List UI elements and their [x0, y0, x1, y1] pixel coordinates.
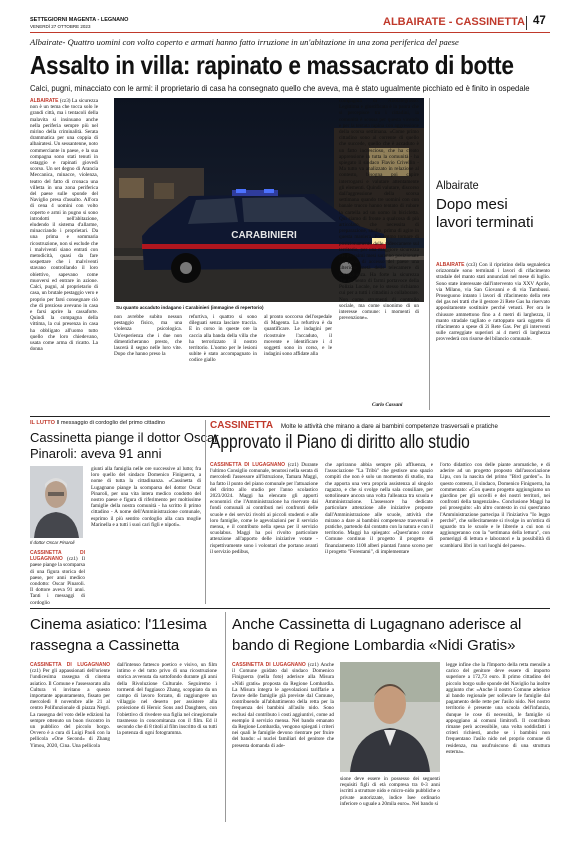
- sidebar-lead: ALBAIRATE: [436, 262, 465, 268]
- nidi-divider: [225, 612, 226, 822]
- cinema-lead: CASSINETTA DI LUGAGNANO: [30, 662, 110, 668]
- section-separator-1: [30, 416, 550, 417]
- sidebar-body: [436, 262, 550, 412]
- photo-caption: Su quanto accaduto indagano i Carabinieri (immagine di repertorio): [116, 305, 264, 310]
- piano-col-2: che apriranno abbia sempre più affluenza, e l'associazione "La Tribù" che gestisce uno spazio compiti che non è solo un momento di studio, ma che apporta una vera propria assistenza al singolo ragazzo, e che si svolge nella sala consiliare, per sottolineare ancora una volta l'alleanza tra scuola e Amministrazione. L'assessore ha dedicato particolare attenzione alle iniziative proposte dall'Amministrazione alle scuole, attività che mirano a dare ai bambini competenze trasversali e pratiche, partendo dal contatto con la natura e con il territorio. Maggi ha spiegato: «Quest'anno come Comune continuo il progetto il progetto di finanziamento 1100 alberi piantati l'anno scorso per il progetto "Forestami", di implementare: [325, 462, 433, 555]
- nidi-col1-text: (cz1) Anche il Comune guidato dal sindaco Domenico Finiguerra (nella foto) aderisce alla Misura «Nidi gratis» proposta da Regione Lombardia. La Misura integra le agevolazioni tariffarie a favore delle famiglie già previste dal Comune, contribuendo all'abbattimento della retta per la frequenza dei bambini all'asilo nido. Sono esclusi dal contributo i costi aggiuntivi, come ad esempio il servizio mensa. Nel bando emanato da Regione Lombardia, vengono spiegati i criteri nei quali le famiglie devono rientrare per fruire del bando: «i nuclei familiari del genitore che presenta domanda di ade-: [232, 662, 334, 749]
- obituary-photo: [30, 466, 83, 538]
- cinema-col-2: dall'intenso fattesco poetico e visivo, un film intimo e del tutto privo di una ricostruzione storica avvenuta da sottofondo durante gli anni della Rivoluzione Culturale. Seguiremo i tormenti del fuggiasco Zhang, scoppiato da un campo di lavoro forzato, di raggiungere un villaggio nel deserto per assistere alla proiezione di Heroic Sons and Daughters, con l'obiettivo di rivedere sua figlia nel cinegiornale trasmesso in concomitanza con il film. Ed il secondo che di 8 titoli al film inscritto di su tutti la potenza di ogni fotogramma.: [117, 662, 217, 737]
- main-byline: Carlo Cassani: [372, 402, 403, 408]
- piano-headline: Approvato il Piano di diritto allo studio: [210, 432, 470, 453]
- mayor-portrait: [340, 662, 440, 772]
- nidi-col-3: legge infine che la l'Importo della retta mensile a carico del genitore deve essere di importo superiore a 172,73 euro. Il primo cittadino del piccolo borgo sulle sponde del Naviglio ha inoltre aggiunto che: «Anche il nostro Comune aderisce al bando regionale per sollevare le famiglie dal pagamento delle rette per l'asilo nido. Nel nostro territorio è presente una scuola dell'infanzia, dunque le cose di necessità, le famiglie si appoggiano ai comuni limitrofi. Il contributo rimane però accessibile, una volta soddisfatti i criteri richiesti, anche se i bambini non frequentano l'asilo nido nel proprio comune di residenza, ma usufruiscono di una struttura esterna».: [446, 662, 550, 755]
- mayor-photo: [340, 662, 440, 772]
- sidebar-text: (cz3) Con il ripristino della segnaletica orizzontale sono terminati i lavori di rifacimento stradale del manto stati annunciati nel mese di luglio. Sono state interessate dall'intervento via XXV Aprile, via Milano, via San Giovanni e di via Tambussi. Proseguono intanto i lavori di rifacimento della rete del gas nei tratti che il gestore 2i Rete Gas ha riservato appositamente sostituire perché vetusti. Per ora le chiusure ammettono fino a 4 metri di larghezza, il manto stradale tagliato e rattoppato sarà oggetto di rifacimento a spese di 2i Rete Gas. Per gli interventi sulle carreggiate superiori ai 4 metri di larghezza provvederà con risorse del bilancio comunale.: [436, 262, 550, 343]
- section-title: ALBAIRATE - CASSINETTA: [383, 16, 525, 28]
- page-number: 47: [533, 15, 546, 27]
- main-col-2: non avrebbe subito nessun pestaggio fisico, ma una violenza psicologica. Un'esperienza che i due non dimenticheranno presto, che lascerà il segno nelle loro vite. Dopo che hanno preso la: [114, 314, 182, 358]
- piano-col-1: [210, 462, 318, 604]
- obituary-lead: CASSINETTA DI LUGAGNANO: [30, 550, 85, 563]
- main-col-4: al pronto soccorso dell'ospedale di Magenta. La refurtiva è da quantificare. Le indagini per ricostruire l'accaduto, il movente e identificare i 4 soggetti sono in corso, e le indagini sono affidate alla: [264, 314, 332, 358]
- masthead-divider: [526, 16, 527, 30]
- masthead-paper: SETTEGIORNI MAGENTA - LEGNANO: [30, 17, 129, 23]
- main-col-5: compagnia di Abbiategrasso. Legittima e giustificata è la paura che si percepisce tra i cittadini, la comunità è scossa per questa vicenda e per la tentata rapina con aggressione della scorsa settimana. «Come primo cittadino sono al corrente di quello che succede, quello che è accaduto è un fatto increscioso, che ha creato apprensione in tutta la comunità - ha spiegato il sindaco Flavio Crivellin - Ma tutto va analizzato in relazione al contesto, bisogna poi capire interrogarsi e valutare attentamente gli elementi. Quindi valutare, discorso dall'aggressione della scorsa settimana quando tre uomini con con banale trucco hanno tentato di rubare la cartella ad un uomo in bicicletta. Qui siamo di fronte a qualcosa di più articolato, che necessita di preparazione, studio, prima di agire in questa maniera. Potremmo tornare di posizionamento delle videocamere sul territorio, per una maggiore sicurezza nei prossimi mesi saranno posizionate sui punti di accesso del paese una ulteriore metà delle telecamere di sorveglianza. Ha forte la sicurezza che mi sento di farmi portavoce della Polizia Locale, ne lo stesso richiamo cui per a tutti i cittadini a collaborare. Non come strumenti di controllo sociale, ma come sinonimo di un interesse comune: i momenti di prevenzione».: [339, 98, 419, 322]
- obituary-kicker-text: Il messaggio di cordoglio del primo cittadino: [56, 420, 166, 426]
- obituary-headline: Cassinetta piange il dottor Oscar Pinaroli: aveva 91 anni: [30, 430, 219, 461]
- piano-kicker-line: [210, 420, 550, 431]
- piano-lead: CASSINETTA DI LUGAGNANO: [210, 462, 285, 468]
- piano-col1-text: (cz1) Durante l'ultimo Consiglio comunale, tenutosi nella serata di mercoledì l'assessore all'Istruzione, Tamara Maggi, ha fatto il punto del piano comunale per l'attuazione del diritto allo studio per l'anno scolastico 2023/2024. Maggi ha elencato gli apporti economici che l'Amministrazione ha riservato dai fondi comunali ai contributi nei confronti delle scuole e dei servizi rivolti ai piccoli studenti e alle loro famiglie, come le agevolazioni per il servizio mensa, e il contributo nella spesa per il servizio scuolabus. Maggi ha poi rivolto particolare attenzione all'apporto delle iniziative votate - rispettivamente sono i volontari che portano avanti il servizio pedibus,: [210, 462, 318, 555]
- doctor-portrait: [30, 466, 83, 538]
- section-separator-2: [30, 608, 550, 609]
- main-overline: Albairate- Quattro uomini con volto coperto e armati hanno fatto irruzione in un'abitazione in una zona periferica del paese: [30, 37, 459, 47]
- main-col-3: refurtiva, i quattro si sono dileguati senza lasciare traccia. E in corso in queste ore la caccia alla banda della villa che ha terrorizzato il nostro territorio. L'uomo per le lesioni subite è stato accompagnato in codice giallo: [189, 314, 257, 364]
- sidebar-divider: [429, 98, 430, 410]
- masthead-rule: [30, 32, 550, 33]
- obituary-photo-caption: Il dottor Oscar Pinaroli: [30, 540, 75, 545]
- masthead-date: VENERDÌ 27 OTTOBRE 2023: [30, 24, 91, 29]
- main-subhead: Calci, pugni, minacciato con le armi: il proprietario di casa ha consegnato quello che aveva, ma è stato ugualmente picchiato ed è finito in ospedale: [30, 83, 530, 93]
- sidebar-title: Dopo mesi lavori terminati: [436, 196, 534, 231]
- sidebar-kicker: Albairate: [436, 178, 479, 192]
- obituary-col-1: [30, 550, 86, 606]
- main-col-1: [30, 98, 98, 410]
- piano-kicker: CASSINETTA: [210, 420, 274, 431]
- piano-kicker-text: Molte le attività che mirano a dare ai bambini competenze trasversali e pratiche: [280, 423, 498, 430]
- cinema-col1-text: (cz1) Per gli appassionati dell'oriente l'undicesima rassegna di cinema asiatico. Il Comune e l'assessorato alla Cultura vi invitano a questo importante appuntamento, fissato per mercoledì 8 novembre alle 21 al centro Polifunzionale di piazza Negri. La rassegna del voto delle edizioni ha sempre ottenuto un buon riscontro in un pubblico del piccolo borgo. Ovvero è a cura di Luigi Paoli con la pellicola «One Second» di Zhang Yimou, 2020, Cina. Una pellicola: [30, 668, 110, 749]
- nidi-col-1: [232, 662, 334, 822]
- piano-divider: [205, 420, 206, 604]
- main-col1-text: (cz3) La sicurezza non è un tema che tocca solo le grandi città, ma i tentacoli della malavita si insinuano anche nella periferia sempre più nel mirino della criminalità. Serata drammatica per una coppia di albairatesi. Un sessantenne, noto commerciante in paese, e la sua compagna sono stati tenuti in ostaggio e rapinati giovedì scorso. Un set degno di Arancia Meccanica, minacce, violenza, teatro del fatto di cronaca una villetta in una zona periferica del paese sulle sponde del Naviglio presa d'assalto. All'ora di cena 4 uomini con volto coperto e armi in pugno si sono introdotti nell'abitazione, eludendo il sistema d'allarme, minacciando i proprietari. Da una prima e sommaria ricostruzione, non si esclude che i malviventi siano entrati con metodicità, quasi da fare sospettare che i malviventi stavano controllando il loro obiettivo, sapevano come muoversi ed entrare in azione. Calci, pugni, al proprietario di casa, un brutale pestaggio vero e proprio per farsi consegnare ciò che di prezioso avevano in casa e farsi aprire la cassaforte. Quindi la compagna della vittima, la cui presenza in casa ha obbligato all'uomo tutto quello che loro chiedevano, usata come arma di ricatto. La donna: [30, 98, 99, 353]
- nidi-lead: CASSINETTA DI LUGAGNANO: [232, 662, 306, 668]
- obituary-kicker-line: [30, 420, 200, 426]
- main-headline: Assalto in villa: rapinato e massacrato di botte: [30, 50, 514, 80]
- svg-text:CARABINIERI: CARABINIERI: [231, 230, 297, 241]
- nidi-col-2: sione deve essere in possesso dei seguenti requisiti figli di età compresa tra 0-3 anni iscritti a strutture nido e micro-nido pubbliche o private autorizzate, indice Isee ordinario inferiore o uguale a 20mila euro». Nel bando si: [340, 776, 440, 807]
- nidi-headline: Anche Cassinetta di Lugagnano aderisce al bando di Regione Lombardia «Nidi Gratis»: [232, 616, 522, 654]
- obituary-text-1: (cz1) Il paese piange la scomparsa di una figura storica del paese, per anni medico condotto: Oscar Pinaroli. Il dottore aveva 91 anni. Tanti i messaggi di cordoglio: [30, 556, 86, 606]
- cinema-col-1: [30, 662, 110, 822]
- obituary-col-2: giunti alla famiglia nelle ore successive al lutto; fra loro quello del sindaco Domenico Finiguerra, a nome di tutta la cittadinanza. «Cassinetta di Lugagnano piange la scomparsa del dottor Oscar Pinaroli, per una vita intera medico condotto del nostro paese e figura di riferimento per moltissime famiglie della nostra comunità - ha scritto il primo cittadino - A nome dell'Amministrazione comunale, esprimo il più sentito cordoglio alla cara moglie Marinella e a tutti i suoi cari figli e nipoti».: [91, 466, 201, 528]
- cinema-headline: Cinema asiatico: l'11esima rassegna a Cassinetta: [30, 616, 207, 654]
- piano-col-3: l'orto didattico con delle piante aromatiche, e di aderire ad un progetto proposto dall'associazione Lipu, con la nascita del primo "Bird garden"». In questo contesto, il sindaco, Domenico Finiguerra, ha commentato: «Con questo progetto aggiungiamo un giardino per gli uccelli e dei nostri territori, nei confronti della tangenziale». Conclusione Maggi ha poi proseguito: «In altro contesto in cui quest'anno l'Amministrazione partecipa il l'iniziativa "Io leggo perché", che sollecitamente si rivolge in un'ottica di sguardo tra le scuole e le librerie a cui non si aggiungeranno con la "settimana della lettura", con pomeriggi di lettura e laboratori e la possibilità di scambiarsi libri in vari luoghi del paese».: [440, 462, 550, 549]
- main-lead: ALBAIRATE: [30, 98, 59, 104]
- obituary-kicker: IL LUTTO: [30, 420, 55, 426]
